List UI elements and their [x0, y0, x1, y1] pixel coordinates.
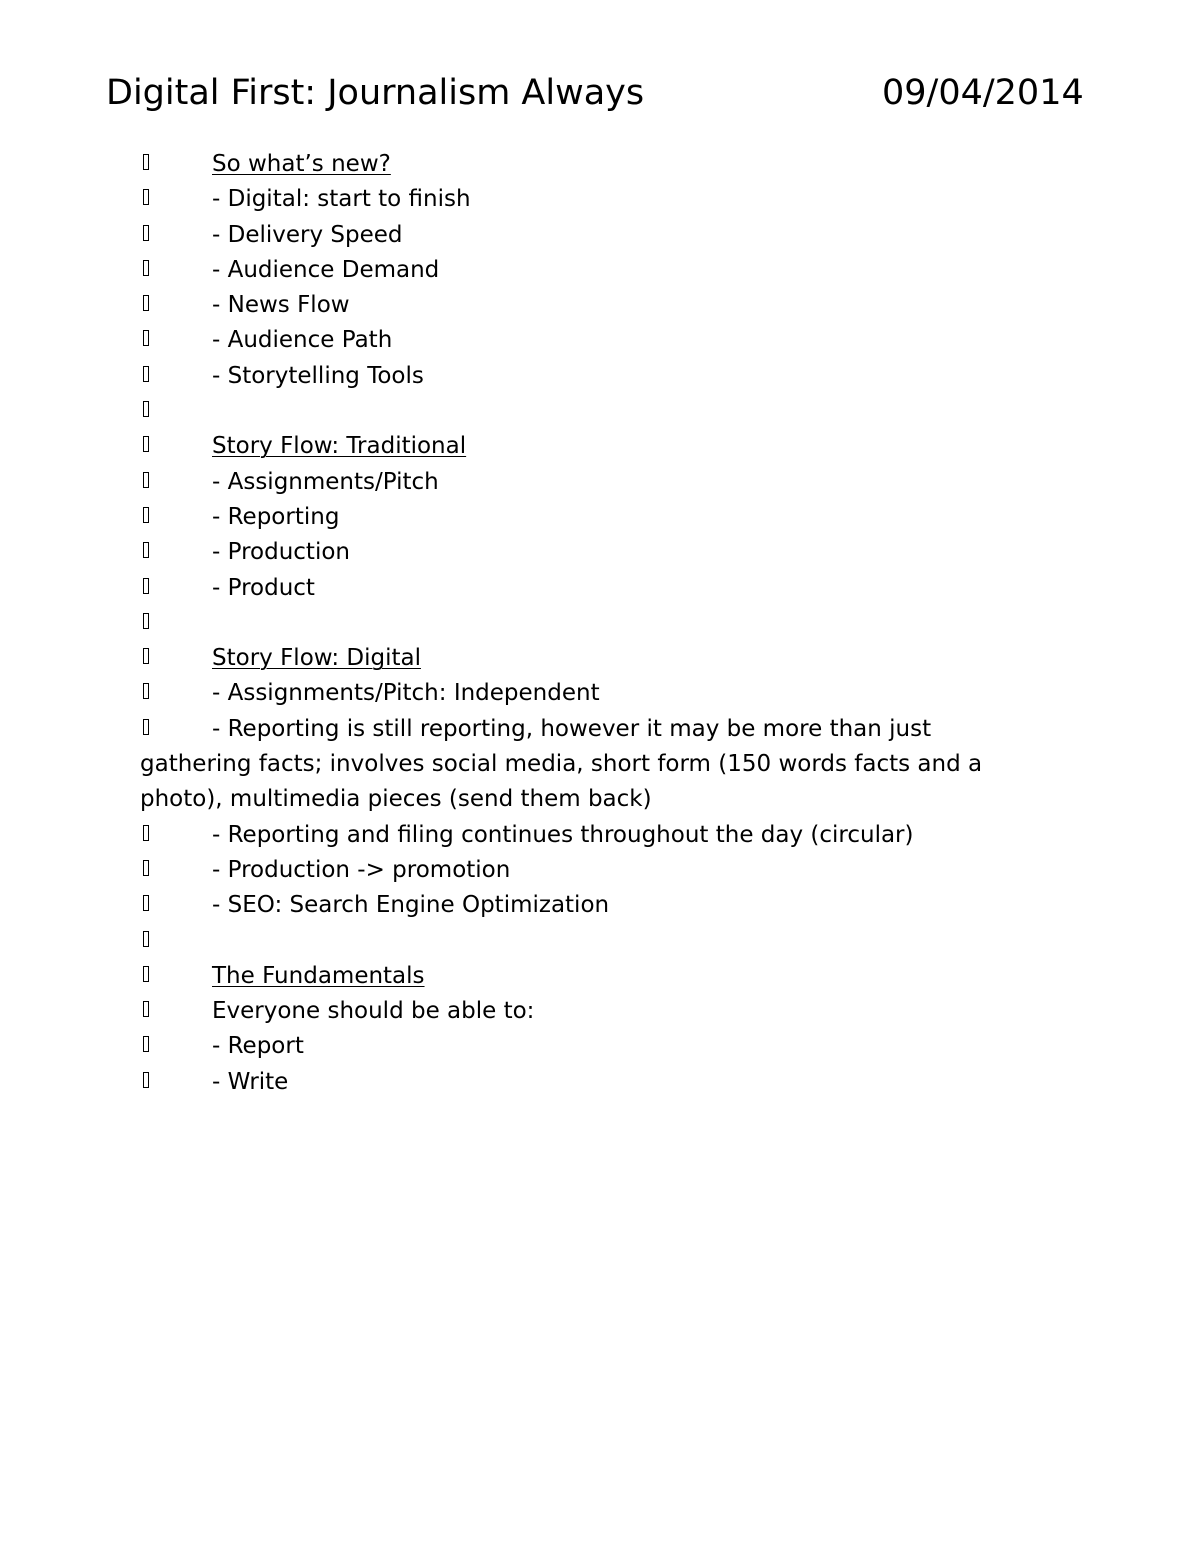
list-item [140, 182, 1040, 217]
missing-glyph-box-icon [143, 366, 149, 382]
notes-list [140, 147, 1040, 1100]
missing-glyph-box-icon [143, 542, 149, 558]
note-text: - Reporting [212, 503, 340, 530]
section-heading-line [140, 959, 1040, 994]
list-item [140, 218, 1040, 253]
note-text: - Production -> promotion [212, 856, 511, 883]
missing-glyph-box-icon [143, 225, 149, 241]
blank-line [140, 394, 1040, 429]
list-item [140, 323, 1040, 358]
missing-glyph-box-icon [143, 330, 149, 346]
missing-glyph-box-icon [143, 648, 149, 664]
note-text: - Delivery Speed [212, 221, 403, 248]
note-text: - Reporting is still reporting, however it may be more than just gathering facts; involves social media, short form (150 words facts and a photo), multimedia pieces (send them back) [140, 715, 983, 813]
document-title: Digital First: Journalism Always [106, 73, 645, 113]
missing-glyph-box-icon [143, 895, 149, 911]
section-heading: Story Flow: Traditional [212, 433, 467, 460]
blank-line [140, 606, 1040, 641]
list-item [140, 253, 1040, 288]
document-date: 09/04/2014 [882, 73, 1084, 113]
note-text: Everyone should be able to: [212, 998, 535, 1025]
missing-glyph-box-icon [143, 436, 149, 452]
missing-glyph-box-icon [143, 719, 149, 735]
list-item [140, 535, 1040, 570]
note-text: - News Flow [212, 292, 350, 319]
missing-glyph-box-icon [143, 1001, 149, 1017]
section-heading-line [140, 641, 1040, 676]
missing-glyph-box-icon [143, 154, 149, 170]
note-text: - Write [212, 1068, 289, 1095]
note-text: - Product [212, 574, 315, 601]
missing-glyph-box-icon [143, 472, 149, 488]
missing-glyph-box-icon [143, 825, 149, 841]
list-item [140, 888, 1040, 923]
note-text: - Assignments/Pitch [212, 468, 439, 495]
list-item [140, 994, 1040, 1029]
missing-glyph-box-icon [143, 860, 149, 876]
missing-glyph-box-icon [143, 1036, 149, 1052]
missing-glyph-box-icon [143, 578, 149, 594]
section-heading: The Fundamentals [212, 962, 425, 989]
list-item [140, 465, 1040, 500]
note-text: - Storytelling Tools [212, 362, 424, 389]
note-text: - Assignments/Pitch: Independent [212, 680, 600, 707]
blank-line [140, 924, 1040, 959]
list-item [140, 853, 1040, 888]
note-text: - Digital: start to finish [212, 186, 471, 213]
missing-glyph-box-icon [143, 966, 149, 982]
section-heading: Story Flow: Digital [212, 645, 421, 672]
missing-glyph-box-icon [143, 931, 149, 947]
note-text: - Report [212, 1033, 304, 1060]
section-heading-line [140, 429, 1040, 464]
note-text: - Reporting and filing continues throughout the day (circular) [212, 821, 914, 848]
missing-glyph-box-icon [143, 1072, 149, 1088]
list-item [140, 676, 1040, 711]
missing-glyph-box-icon [143, 401, 149, 417]
missing-glyph-box-icon [143, 613, 149, 629]
list-item [140, 712, 1040, 818]
list-item [140, 500, 1040, 535]
section-heading-line [140, 147, 1040, 182]
missing-glyph-box-icon [143, 295, 149, 311]
list-item [140, 571, 1040, 606]
note-text: - Audience Path [212, 327, 393, 354]
list-item [140, 1065, 1040, 1100]
missing-glyph-box-icon [143, 260, 149, 276]
missing-glyph-box-icon [143, 189, 149, 205]
list-item [140, 1029, 1040, 1064]
list-item [140, 818, 1040, 853]
missing-glyph-box-icon [143, 507, 149, 523]
missing-glyph-box-icon [143, 683, 149, 699]
note-text: - Production [212, 539, 350, 566]
list-item [140, 288, 1040, 323]
note-text: - Audience Demand [212, 256, 440, 283]
list-item [140, 359, 1040, 394]
section-heading: So what’s new? [212, 151, 391, 177]
note-text: - SEO: Search Engine Optimization [212, 892, 610, 919]
